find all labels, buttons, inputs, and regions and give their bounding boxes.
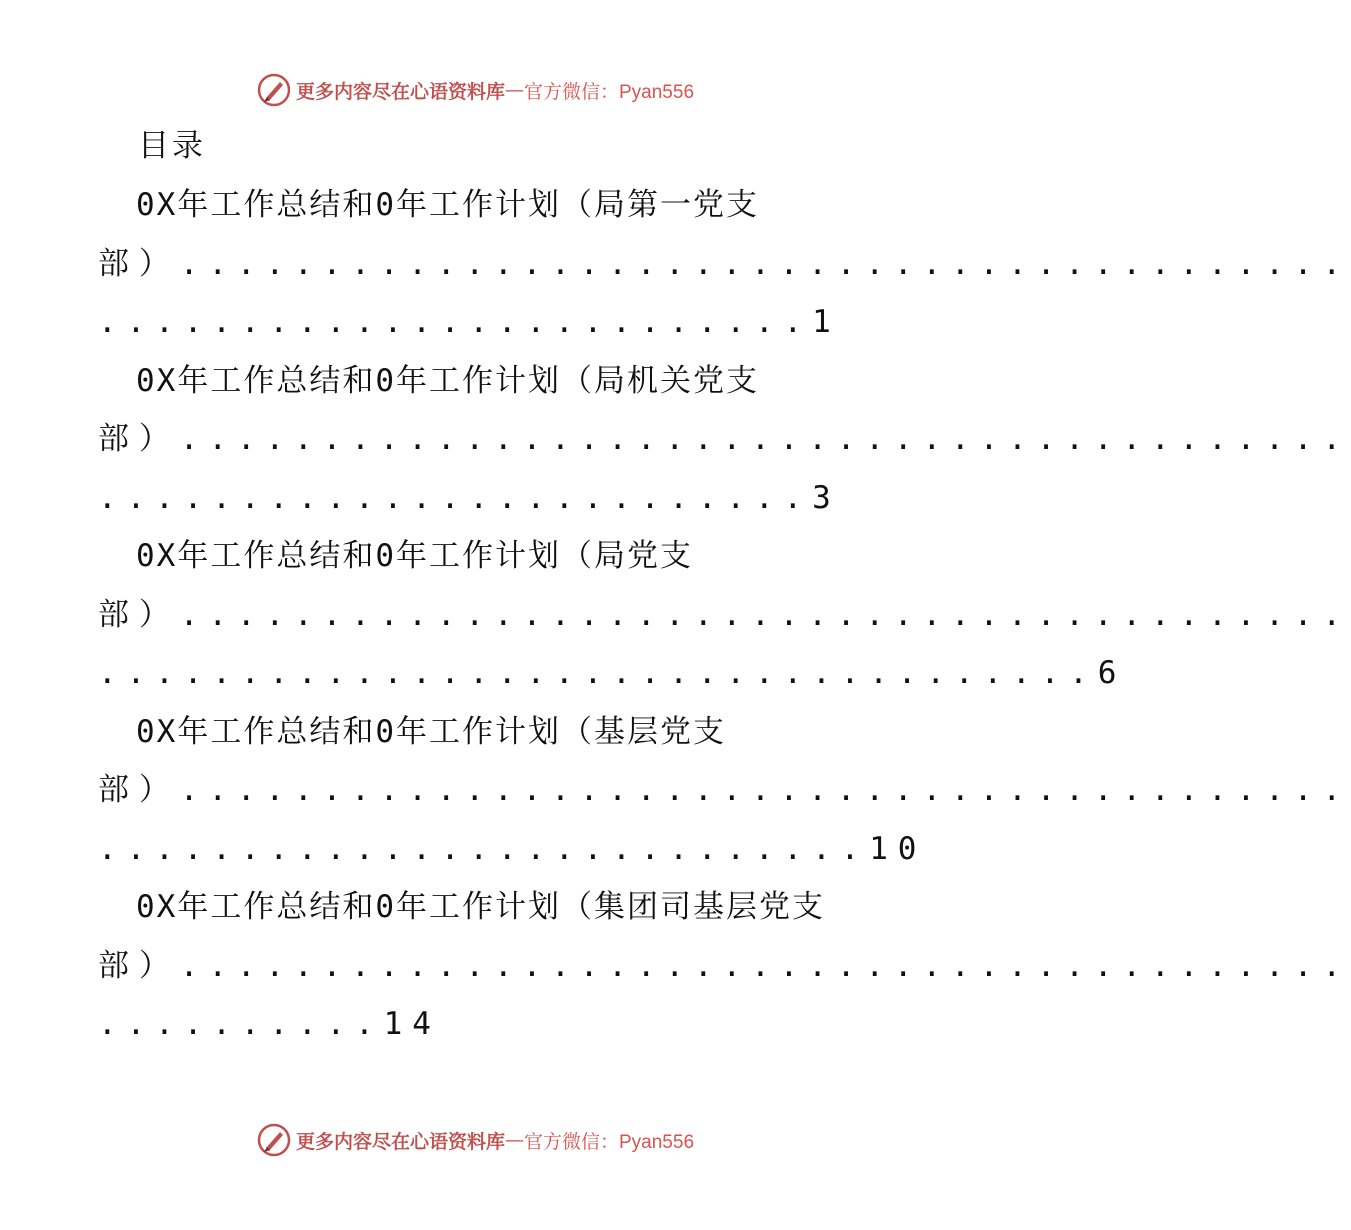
toc-title: 目录 — [138, 128, 206, 164]
toc-entry-title: 0X年工作总结和0年工作计划（局机关党支 — [136, 362, 759, 399]
toc-entry-page: .........................1 — [98, 304, 841, 340]
toc-entry-title: 0X年工作总结和0年工作计划（局第一党支 — [136, 187, 759, 223]
watermark-wechat: 官方微信：Pyan556 — [524, 1131, 695, 1153]
toc-entry-title-end: 部）......................................... — [98, 596, 1351, 633]
toc-entry[interactable] — [98, 176, 1351, 352]
toc-entry-title-end: 部）......................................... — [98, 421, 1351, 457]
footer-watermark — [0, 1120, 950, 1160]
table-of-contents — [98, 116, 1351, 1054]
pen-logo-icon — [256, 1122, 292, 1158]
toc-entry-page: ...........................10 — [98, 830, 927, 867]
toc-entry-page: ..........14 — [98, 1006, 441, 1042]
toc-entry-page: .........................3 — [98, 479, 841, 516]
toc-entry[interactable] — [98, 878, 1351, 1054]
watermark-text: 更多内容尽在心语资料库 — [295, 80, 505, 103]
header-watermark — [0, 70, 950, 110]
toc-entry-title-end: 部）......................................... — [98, 245, 1351, 282]
watermark-dash: — — [505, 1129, 524, 1151]
toc-entry-title: 0X年工作总结和0年工作计划（局党支 — [136, 538, 693, 574]
watermark-dash: — — [505, 79, 524, 101]
toc-entry[interactable] — [98, 703, 1351, 879]
toc-entry-title-end: 部）......................................... — [98, 772, 1351, 808]
watermark-wechat: 官方微信：Pyan556 — [524, 81, 695, 103]
pen-logo-icon — [256, 72, 292, 108]
toc-entry-title: 0X年工作总结和0年工作计划（集团司基层党支 — [136, 889, 825, 925]
toc-entry[interactable] — [98, 352, 1351, 528]
toc-entry[interactable] — [98, 527, 1351, 703]
toc-entry-title: 0X年工作总结和0年工作计划（基层党支 — [136, 713, 726, 750]
watermark-text: 更多内容尽在心语资料库 — [295, 1130, 505, 1153]
toc-entry-page: ...................................6 — [98, 655, 1127, 691]
toc-entry-title-end: 部）......................................... — [98, 947, 1351, 984]
